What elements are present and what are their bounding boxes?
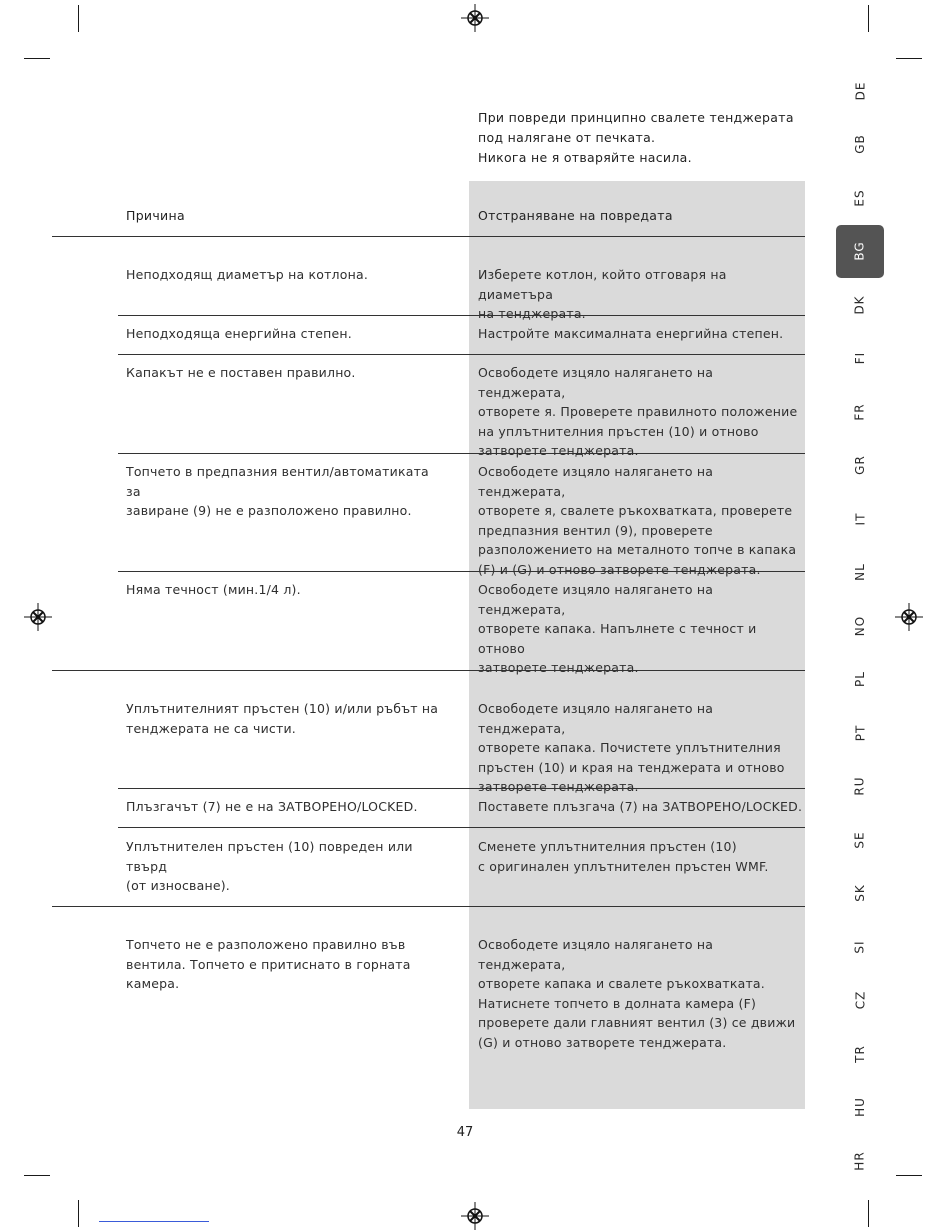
fix-cell: Освободете изцяло налягането на тенджерата, отворете капака. Почистете уплътнителния пръстен (10) и края на тенджерата и отново затворете тенджерата. [478, 701, 785, 795]
section-divider [52, 906, 805, 907]
language-tab-label: CZ [852, 990, 867, 1010]
cause-cell: Няма течност (мин.1/4 л). [126, 582, 301, 597]
cause-cell: Капакът не е поставен правилно. [126, 365, 356, 380]
cause-cell: Уплътнителният пръстен (10) и/или ръбът на тенджерата не са чисти. [126, 701, 439, 736]
fix-cell: Освободете изцяло налягането на тенджерата, отворете капака и свалете ръкохватката. Натиснете топчето в долната камера (F) проверете дали главният вентил (3) се движи (G) и отново затворете тенджерата. [478, 937, 796, 1050]
language-tab-label: ES [852, 188, 867, 207]
language-tab-label: PT [852, 724, 867, 741]
table-header-rule [52, 236, 805, 237]
language-tab-nl[interactable] [836, 546, 884, 599]
intro-line: При повреди принципно свалете тенджерата [478, 110, 794, 125]
language-tab-es[interactable] [836, 171, 884, 224]
language-tab-label: BG [852, 241, 867, 261]
language-tab-label: NO [852, 615, 867, 636]
crop-mark [24, 1175, 50, 1176]
language-tab-fi[interactable] [836, 332, 884, 385]
crop-mark [24, 58, 50, 59]
language-tab-label: PL [852, 671, 867, 687]
language-tab-pl[interactable] [836, 653, 884, 706]
cause-cell: Топчето не е разположено правилно във вентила. Топчето е притиснато в горната камера. [126, 937, 411, 992]
language-tab-de[interactable] [836, 64, 884, 117]
fix-cell: Изберете котлон, който отговаря на диаметъра на тенджерата. [478, 267, 727, 322]
cause-cell: Топчето в предпазния вентил/автоматиката за завиране (9) не е разположено правилно. [126, 464, 429, 519]
crop-mark [896, 1175, 922, 1176]
registration-mark-icon [461, 4, 489, 32]
language-tab-ru[interactable] [836, 760, 884, 813]
language-tab-label: IT [853, 512, 867, 525]
language-tab-dk[interactable] [836, 278, 884, 331]
row-divider [118, 827, 805, 828]
header-cause: Причина [126, 208, 185, 223]
language-tab-label: TR [852, 1044, 867, 1063]
language-tab-label: SK [853, 884, 867, 902]
language-tab-si[interactable] [836, 920, 884, 973]
cause-cell: Неподходящ диаметър на котлона. [126, 267, 369, 282]
crop-mark [78, 5, 79, 32]
language-tab-label: HR [853, 1150, 867, 1171]
fix-cell: Сменете уплътнителния пръстен (10) с оригинален уплътнителен пръстен WMF. [478, 839, 769, 874]
fix-cell: Освободете изцяло налягането на тенджерата, отворете капака. Напълнете с течност и отново затворете тенджерата. [478, 582, 757, 676]
cause-cell: Неподходяща енергийна степен. [126, 326, 352, 341]
language-tab-hr[interactable] [836, 1134, 884, 1187]
language-tab-label: GB [853, 134, 867, 154]
crop-mark [78, 1200, 79, 1227]
fix-cell: Освободете изцяло налягането на тенджерата, отворете я. Проверете правилното положение на уплътнителния пръстен (10) и отново затворете тенджерата. [478, 365, 798, 459]
language-tab-sk[interactable] [836, 867, 884, 920]
language-tab-no[interactable] [836, 599, 884, 652]
language-tab-cz[interactable] [836, 974, 884, 1027]
language-tab-bg[interactable] [836, 225, 884, 278]
language-tab-label: FR [853, 402, 867, 421]
cause-cell: Плъзгачът (7) не е на ЗАТВОРЕНО/LOCKED. [126, 799, 418, 814]
fix-cell: Освободете изцяло налягането на тенджерата, отворете я, свалете ръкохватката, проверете предпазния вентил (9), проверете разположението на металното топче в капака (F) и (G) и отново затворете тенджерата. [478, 464, 797, 577]
fix-cell: Поставете плъзгача (7) на ЗАТВОРЕНО/LOCKED. [478, 799, 803, 814]
intro-line: Никога не я отваряйте насила. [478, 150, 692, 165]
language-tab-pt[interactable] [836, 706, 884, 759]
row-divider [118, 354, 805, 355]
language-tab-label: SE [852, 830, 867, 849]
language-tab-label: GR [852, 455, 867, 475]
language-tab-it[interactable] [836, 492, 884, 545]
language-tab-se[interactable] [836, 813, 884, 866]
language-tab-hu[interactable] [836, 1081, 884, 1134]
crop-mark [868, 1200, 869, 1227]
registration-mark-icon [24, 603, 52, 631]
language-tab-gb[interactable] [836, 118, 884, 171]
intro-note [478, 108, 808, 168]
cause-cell: Уплътнителен пръстен (10) повреден или твърд (от износване). [126, 839, 413, 894]
language-tab-label: SI [853, 939, 867, 954]
language-tab-label: HU [853, 1097, 867, 1117]
language-tab-label: RU [853, 776, 867, 796]
crop-mark [868, 5, 869, 32]
language-tab-label: NL [852, 563, 867, 581]
language-tab-fr[interactable] [836, 385, 884, 438]
crop-mark [896, 58, 922, 59]
language-tab-label: DE [852, 81, 867, 100]
language-tab-gr[interactable] [836, 439, 884, 492]
registration-mark-icon [895, 603, 923, 631]
header-fix: Отстраняване на повредата [478, 208, 673, 223]
intro-line: под налягане от печката. [478, 130, 656, 145]
language-tab-label: FI [852, 351, 867, 365]
link-underline [99, 1221, 209, 1222]
fix-cell: Настройте максималната енергийна степен. [478, 326, 784, 341]
page-number: 47 [456, 1125, 474, 1140]
language-tab-label: DK [852, 294, 867, 315]
registration-mark-icon [461, 1202, 489, 1230]
language-tab-tr[interactable] [836, 1027, 884, 1080]
